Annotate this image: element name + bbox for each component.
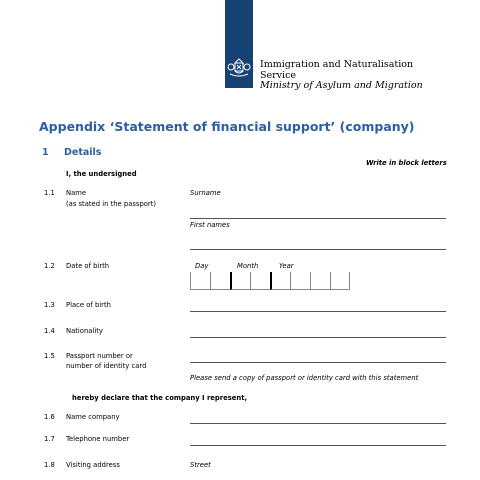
dob-box[interactable] [230, 272, 250, 290]
address-label: Visiting address [66, 461, 120, 469]
first-names-hint: First names [190, 221, 230, 229]
passport-sublabel: number of identity card [66, 362, 147, 370]
dob-input-boxes[interactable] [190, 272, 350, 290]
dob-label: Date of birth [66, 262, 110, 270]
field-number-address: 1.8 [44, 461, 55, 469]
dob-box[interactable] [190, 272, 210, 290]
block-letters-note: Write in block letters [366, 159, 447, 167]
declaration-label: hereby declare that the company I represent, [72, 394, 248, 402]
pob-label: Place of birth [66, 301, 111, 309]
dob-box[interactable] [310, 272, 330, 290]
dob-box[interactable] [330, 272, 350, 290]
dob-box[interactable] [290, 272, 310, 290]
nationality-input-line[interactable] [190, 337, 446, 338]
phone-label: Telephone number [66, 435, 130, 443]
name-label: Name [66, 189, 87, 197]
surname-hint: Surname [190, 189, 221, 197]
section-title: Details [64, 147, 102, 158]
passport-input-line[interactable] [190, 362, 446, 363]
name-sublabel: (as stated in the passport) [66, 200, 157, 208]
field-number-dob: 1.2 [44, 262, 55, 270]
field-number-name: 1.1 [44, 189, 55, 197]
pob-input-line[interactable] [190, 311, 446, 312]
field-number-nationality: 1.4 [44, 327, 55, 335]
org-line-2: Service [260, 69, 297, 81]
phone-input-line[interactable] [190, 445, 446, 446]
page-title: Appendix ‘Statement of financial support’ (company) [39, 119, 415, 134]
dob-box[interactable] [270, 272, 290, 290]
org-line-1: Immigration and Naturalisation [260, 59, 414, 70]
organisation-name [260, 60, 423, 92]
dob-day-hint: Day [195, 262, 209, 270]
undersigned-label: I, the undersigned [66, 170, 137, 178]
dob-box[interactable] [250, 272, 270, 290]
field-number-passport: 1.5 [44, 352, 55, 360]
street-hint: Street [190, 461, 211, 469]
nationality-label: Nationality [66, 327, 103, 335]
company-name-input-line[interactable] [190, 423, 446, 424]
surname-input-line[interactable] [190, 218, 446, 219]
dob-year-hint: Year [279, 262, 294, 270]
first-names-input-line[interactable] [190, 249, 446, 250]
company-name-label: Name company [66, 413, 120, 421]
field-number-phone: 1.7 [44, 435, 55, 443]
coat-of-arms-icon [226, 54, 252, 80]
dob-month-hint: Month [237, 262, 259, 270]
field-number-company: 1.6 [44, 413, 55, 421]
org-line-3: Ministry of Asylum and Migration [260, 80, 423, 91]
section-number: 1 [42, 147, 49, 158]
field-number-pob: 1.3 [44, 301, 55, 309]
passport-label: Passport number or [66, 352, 133, 360]
passport-copy-note: Please send a copy of passport or identity card with this statement [190, 374, 419, 382]
dob-box[interactable] [210, 272, 230, 290]
